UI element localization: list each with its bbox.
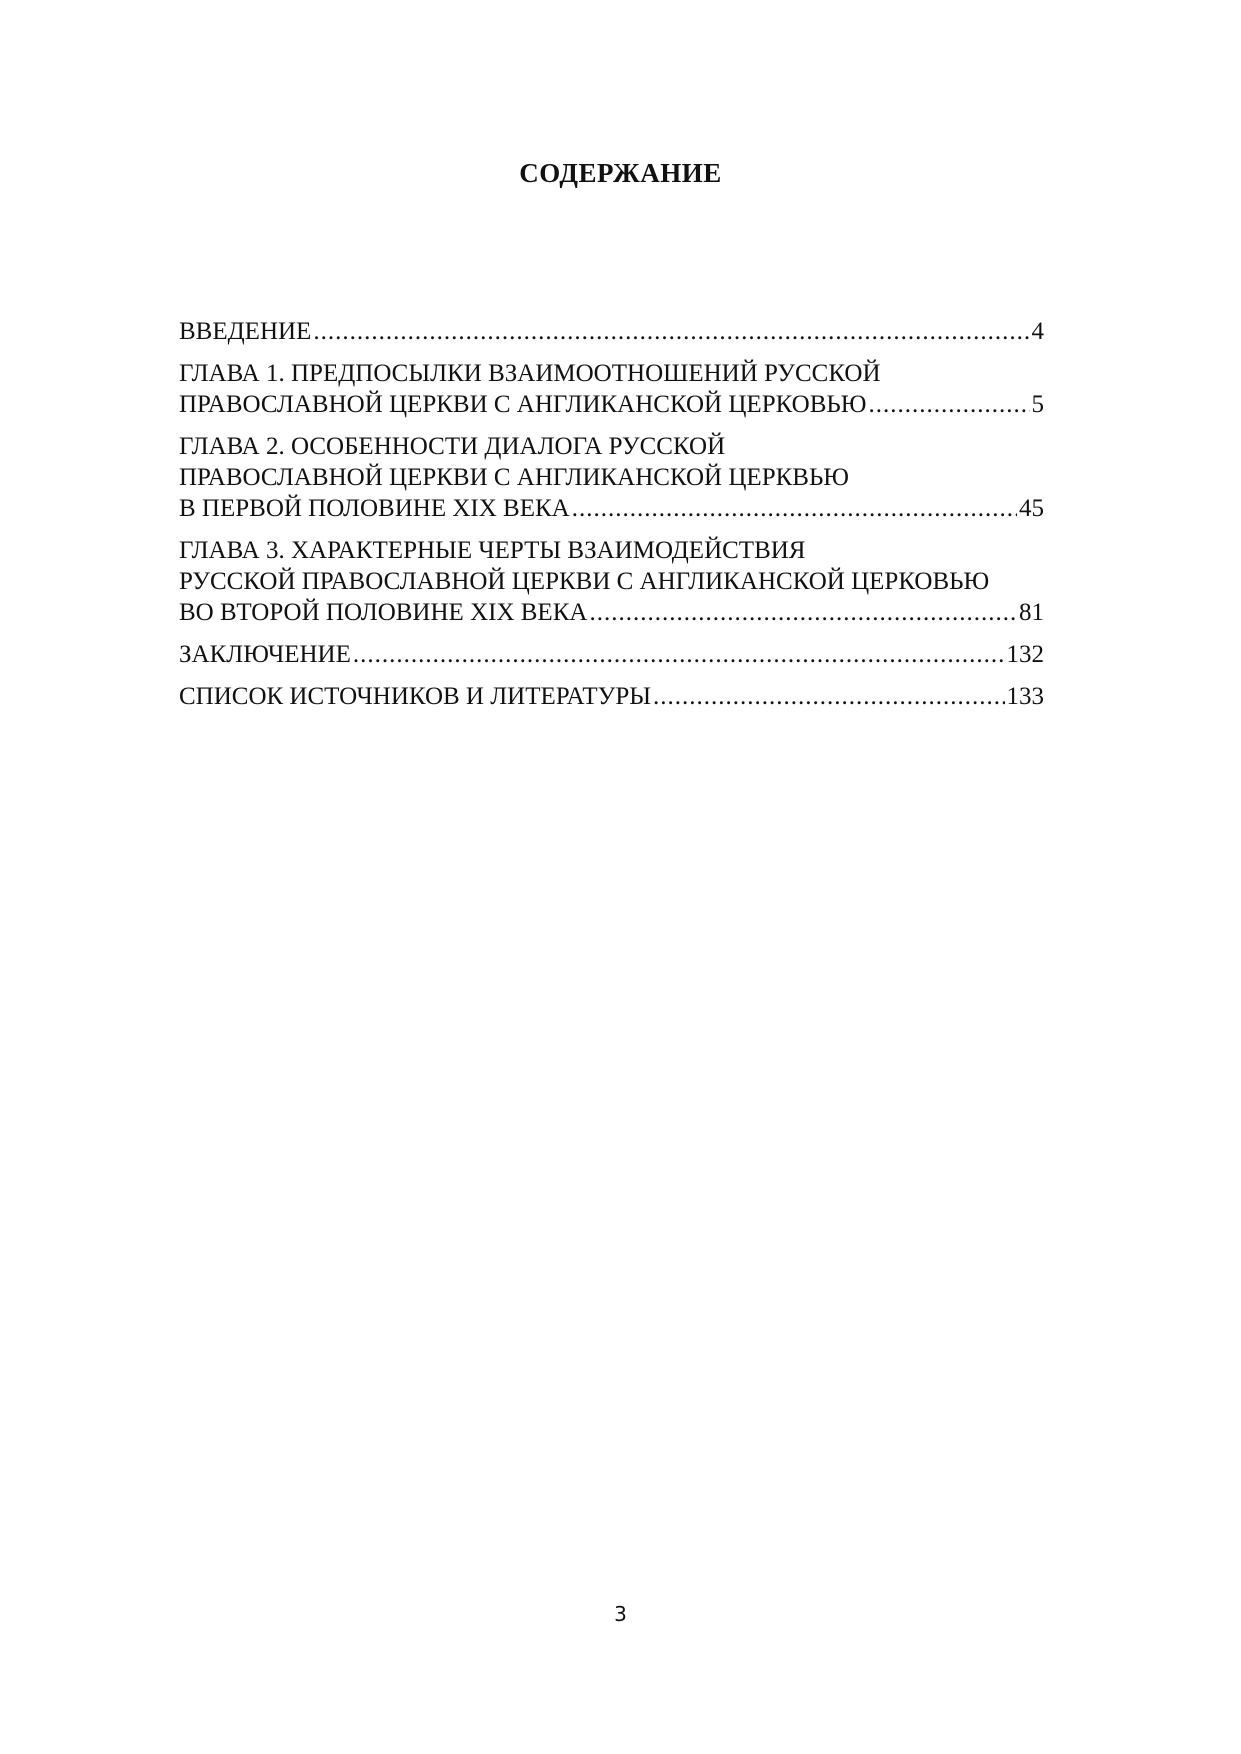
toc-entry-last-line [179,597,1044,628]
toc-entry-line: ГЛАВА 1. ПРЕДПОСЫЛКИ ВЗАИМООТНОШЕНИЙ РУССКОЙ [179,360,881,387]
toc-entry-text: В ПЕРВОЙ ПОЛОВИНЕ XIX ВЕКА [179,495,570,522]
toc-leader-dots [589,597,1017,628]
toc-entry-chapter-3[interactable] [179,535,1044,628]
toc-entry-line: ГЛАВА 3. ХАРАКТЕРНЫЕ ЧЕРТЫ ВЗАИМОДЕЙСТВИЯ [179,537,806,564]
toc-entry-last-line [179,389,1044,420]
toc-leader-dots [313,316,1029,347]
toc-entry-chapter-2[interactable] [179,431,1044,524]
toc-entry-last-line [179,639,1044,670]
page-title: СОДЕРЖАНИЕ [519,158,722,188]
toc-entry-introduction[interactable] [179,316,1044,347]
toc-entry-last-line [179,316,1044,347]
toc-page-number: 81 [1019,599,1044,626]
toc-entry-line: ГЛАВА 2. ОСОБЕННОСТИ ДИАЛОГА РУССКОЙ [179,433,726,460]
toc-entry-text: ВВЕДЕНИЕ [179,318,312,345]
toc-entry-last-line [179,493,1044,524]
page-number: 3 [614,1602,627,1626]
toc-entry-text: ПРАВОСЛАВНОЙ ЦЕРКВИ С АНГЛИКАНСКОЙ ЦЕРКОВЬЮ [179,391,867,418]
toc-entry-last-line [179,681,1044,712]
toc-page-number: 4 [1031,318,1044,345]
toc-page-number: 132 [1006,641,1044,668]
table-of-contents [179,316,1044,723]
toc-leader-dots [653,681,1004,712]
toc-page-number: 45 [1019,495,1044,522]
toc-page-number: 133 [1006,683,1044,710]
toc-entry-line: ПРАВОСЛАВНОЙ ЦЕРКВИ С АНГЛИКАНСКОЙ ЦЕРКВЬЮ [179,464,849,491]
toc-leader-dots [572,493,1017,524]
toc-entry-bibliography[interactable] [179,681,1044,712]
toc-entry-line: РУССКОЙ ПРАВОСЛАВНОЙ ЦЕРКВИ С АНГЛИКАНСКОЙ ЦЕРКОВЬЮ [179,568,990,595]
toc-entry-text: ВО ВТОРОЙ ПОЛОВИНЕ XIX ВЕКА [179,599,588,626]
toc-leader-dots [868,389,1029,420]
toc-leader-dots [353,639,1005,670]
toc-entry-text: СПИСОК ИСТОЧНИКОВ И ЛИТЕРАТУРЫ [179,683,652,710]
toc-entry-text: ЗАКЛЮЧЕНИЕ [179,641,351,668]
toc-entry-chapter-1[interactable] [179,358,1044,420]
toc-entry-conclusion[interactable] [179,639,1044,670]
toc-page-number: 5 [1031,391,1044,418]
